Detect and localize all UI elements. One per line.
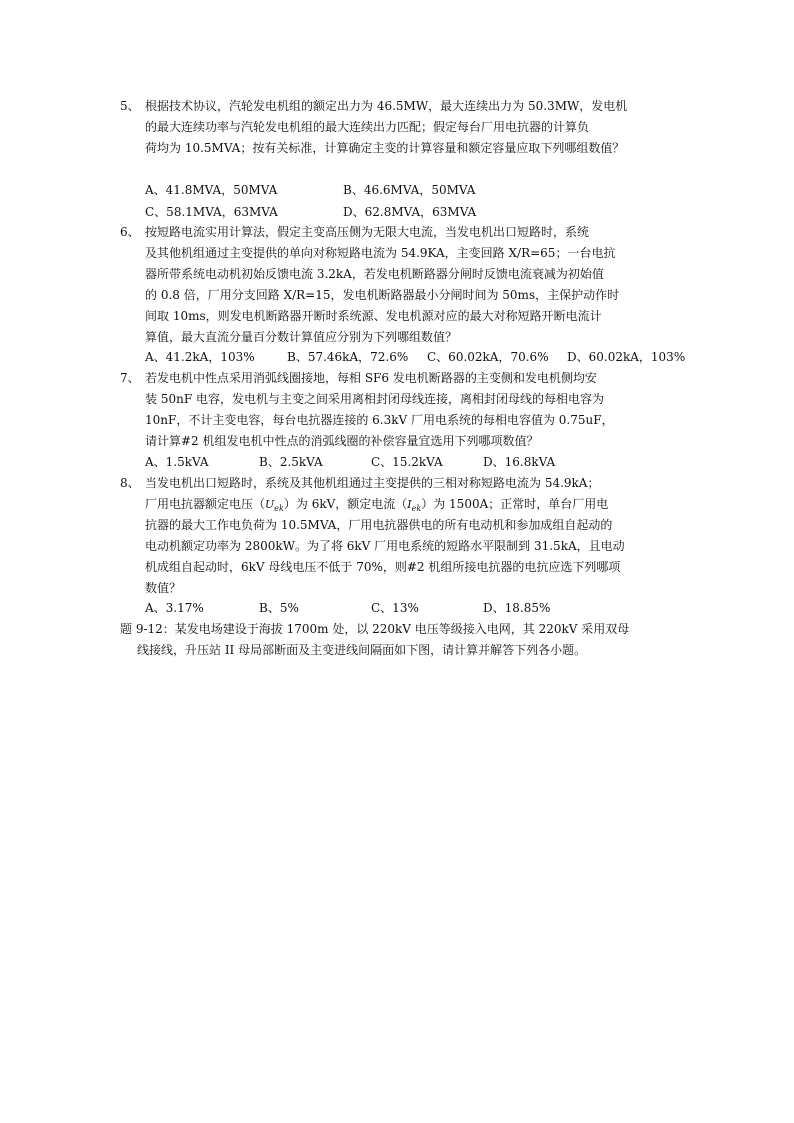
question-number: 7、 (120, 371, 140, 385)
option-a: A、1.5kVA (145, 455, 209, 469)
question-text-line: 间取 10ms，则发电机断路器开断时系统源、发电机源对应的最大对称短路开断电流计 (145, 309, 602, 323)
question-number: 5、 (120, 99, 140, 113)
option-a: A、41.2kA，103% (145, 350, 255, 364)
option-c: C、15.2kVA (371, 455, 443, 469)
question-text-line-with-symbols (145, 495, 608, 518)
question-text-line: 算值，最大直流分量百分数计算值应分别为下列哪组数值？ (145, 330, 458, 344)
option-b: B、5% (259, 601, 299, 615)
question-text-line: 若发电机中性点采用消弧线圈接地，每相 SF6 发电机断路器的主变侧和发电机侧均安 (145, 371, 597, 385)
option-c: C、13% (371, 601, 419, 615)
question-text-line: 请计算#2 机组发电机中性点的消弧线圈的补偿容量宜选用下列哪项数值？ (145, 434, 539, 448)
symbol-subscript: ek (411, 504, 422, 514)
question-text-line: 装 50nF 电容，发电机与主变之间采用离相封闭母线连接，离相封闭母线的每相电容为 (145, 392, 604, 406)
question-text-line: 及其他机组通过主变提供的单向对称短路电流为 54.9KA，主变回路 X/R=65；一台电抗 (145, 246, 616, 260)
question-text-line: 10nF，不计主变电容，每台电抗器连接的 6.3kV 厂用电系统的每相电容值为 0.75uF， (145, 413, 614, 427)
symbol-letter: U (265, 498, 275, 511)
option-d: D、16.8kVA (483, 455, 556, 469)
question-number: 6、 (120, 225, 140, 239)
text-segment: 厂用电抗器额定电压（ (145, 497, 266, 511)
option-d: D、62.8MVA，63MVA (343, 205, 477, 219)
option-c: C、60.02kA，70.6% (427, 350, 549, 364)
question-number: 8、 (120, 476, 140, 490)
question-text-line: 数值？ (145, 581, 182, 595)
question-text-line: 抗器的最大工作电负荷为 10.5MVA，厂用电抗器供电的所有电动机和参加成组自起动的 (145, 518, 613, 532)
option-d: D、60.02kA，103% (567, 350, 686, 364)
question-text-line: 的 0.8 倍，厂用分支回路 X/R=15，发电机断路器最小分闸时间为 50ms，主保护动作时 (145, 288, 620, 302)
symbol-subscript: ek (274, 504, 284, 514)
question-text-line: 的最大连续功率与汽轮发电机组的最大连续出力匹配；假定每台厂用电抗器的计算负 (145, 120, 590, 134)
option-d: D、18.85% (483, 601, 551, 615)
question-text-line: 按短路电流实用计算法，假定主变高压侧为无限大电流，当发电机出口短路时，系统 (145, 225, 590, 239)
option-b: B、2.5kVA (259, 455, 323, 469)
text-segment: ）为 6kV，额定电流（ (283, 497, 408, 511)
option-b: B、46.6MVA，50MVA (343, 183, 476, 197)
option-a: A、41.8MVA，50MVA (145, 183, 278, 197)
question-text-line: 当发电机出口短路时，系统及其他机组通过主变提供的三相对称短路电流为 54.9kA； (145, 476, 600, 490)
option-c: C、58.1MVA，63MVA (145, 205, 278, 219)
section-intro-line: 线接线，升压站 II 母局部断面及主变进线间隔面如下图，请计算并解答下列各小题。 (137, 643, 587, 657)
symbol-letter: I (407, 498, 412, 511)
question-text-line: 器所带系统电动机初始反馈电流 3.2kA，若发电机断路器分闸时反馈电流衰减为初始值 (145, 267, 604, 281)
question-text-line: 根据技术协议，汽轮发电机组的额定出力为 46.5MW，最大连续出力为 50.3MW，发电机 (145, 99, 628, 113)
question-text-line: 荷均为 10.5MVA；按有关标准，计算确定主变的计算容量和额定容量应取下列哪组数值？ (145, 141, 625, 155)
option-a: A、3.17% (145, 601, 204, 615)
rated-voltage-symbol (265, 498, 284, 514)
text-segment: ）为 1500A；正常时，单台厂用电 (421, 497, 609, 511)
question-text-line: 机成组自起动时，6kV 母线电压不低于 70%，则#2 机组所接电抗器的电抗应选下列哪项 (145, 560, 621, 574)
section-intro-line: 题 9-12：某发电场建设于海拔 1700m 处，以 220kV 电压等级接入电网，其 220kV 采用双母 (120, 622, 630, 636)
option-b: B、57.46kA，72.6% (287, 350, 409, 364)
rated-current-symbol (407, 498, 422, 514)
question-text-line: 电动机额定功率为 2800kW。为了将 6kV 厂用电系统的短路水平限制到 31.5kA，且电动 (145, 539, 625, 553)
